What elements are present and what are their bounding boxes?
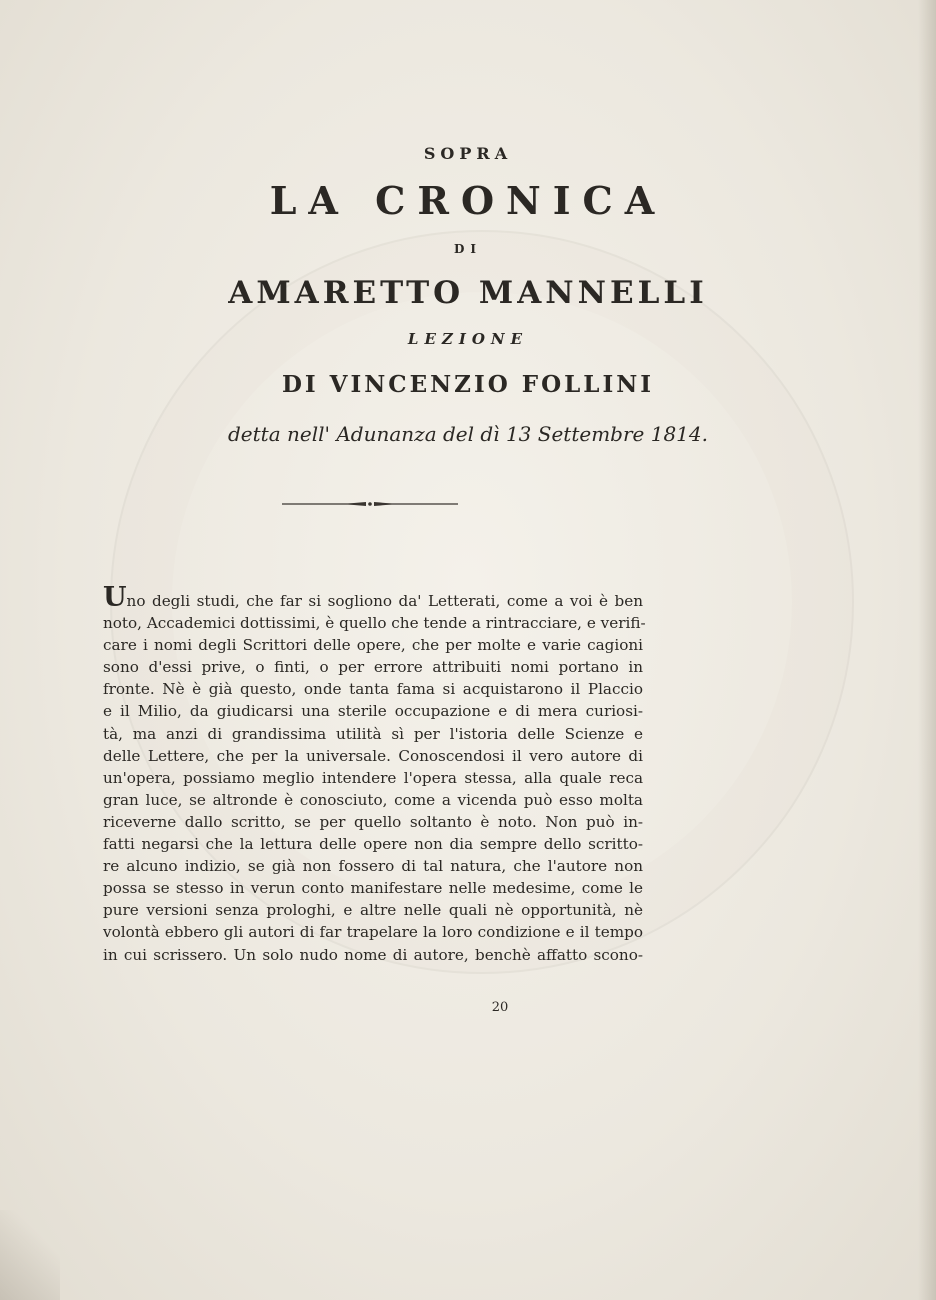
heading-byline: DI VINCENZIO FOLLINI (281, 371, 655, 398)
heading-lezione: LEZIONE (407, 330, 529, 348)
body-line: riceverne dallo scritto, se per quello soltanto è noto. Non può in- (103, 812, 643, 831)
page-signature: 20 (491, 1000, 509, 1015)
body-line: sono d'essi prive, o finti, o per errore attribuiti nomi portano in (103, 658, 643, 677)
body-line: volontà ebbero gli autori di far trapelare la loro condizione e il tempo (103, 923, 643, 942)
body-line: care i nomi degli Scrittori delle opere, che per molte e varie cagioni (103, 636, 643, 655)
drop-cap: U (103, 582, 127, 613)
body-line: noto, Accademici dottissimi, è quello che tende a rintracciare, e verifi- (103, 614, 646, 633)
paper-corner-wear (0, 1210, 60, 1300)
body-line: un'opera, possiamo meglio intendere l'opera stessa, alla quale reca (103, 768, 643, 787)
body-line (103, 582, 643, 613)
body-line-text: no degli studi, che far si sogliono da' Letterati, come a voi è ben (126, 592, 643, 610)
body-line: possa se stesso in verun conto manifestare nelle medesime, come le (103, 879, 643, 898)
body-line: fronte. Nè è già questo, onde tanta fama si acquistarono il Placcio (103, 680, 643, 699)
body-line: fatti negarsi che la lettura delle opere non dia sempre dello scritto- (103, 835, 643, 854)
heading-sopra: SOPRA (423, 144, 513, 163)
body-line: pure versioni senza prologhi, e altre nelle quali nè opportunità, nè (103, 901, 643, 920)
body-line: tà, ma anzi di grandissima utilità sì per l'istoria delle Scienze e (103, 724, 643, 743)
heading-di: DI (453, 242, 483, 256)
body-line: e il Milio, da giudicarsi una sterile occupazione e di mera curiosi- (103, 702, 643, 721)
body-line: re alcuno indizio, se già non fossero di tal natura, che l'autore non (103, 857, 643, 876)
heading-dateline: detta nell' Adunanza del dì 13 Settembre 1814. (228, 422, 708, 446)
body-line: delle Lettere, che per la universale. Conoscendosi il vero autore di (103, 746, 643, 765)
heading-author: AMARETTO MANNELLI (228, 275, 708, 311)
heading-title: LA CRONICA (269, 178, 667, 223)
ornament-rule (282, 500, 458, 508)
body-line: in cui scrissero. Un solo nudo nome di autore, benchè affatto scono- (103, 945, 643, 964)
body-paragraph (103, 582, 646, 966)
body-line: gran luce, se altronde è conosciuto, come a vicenda può esso molta (103, 790, 643, 809)
